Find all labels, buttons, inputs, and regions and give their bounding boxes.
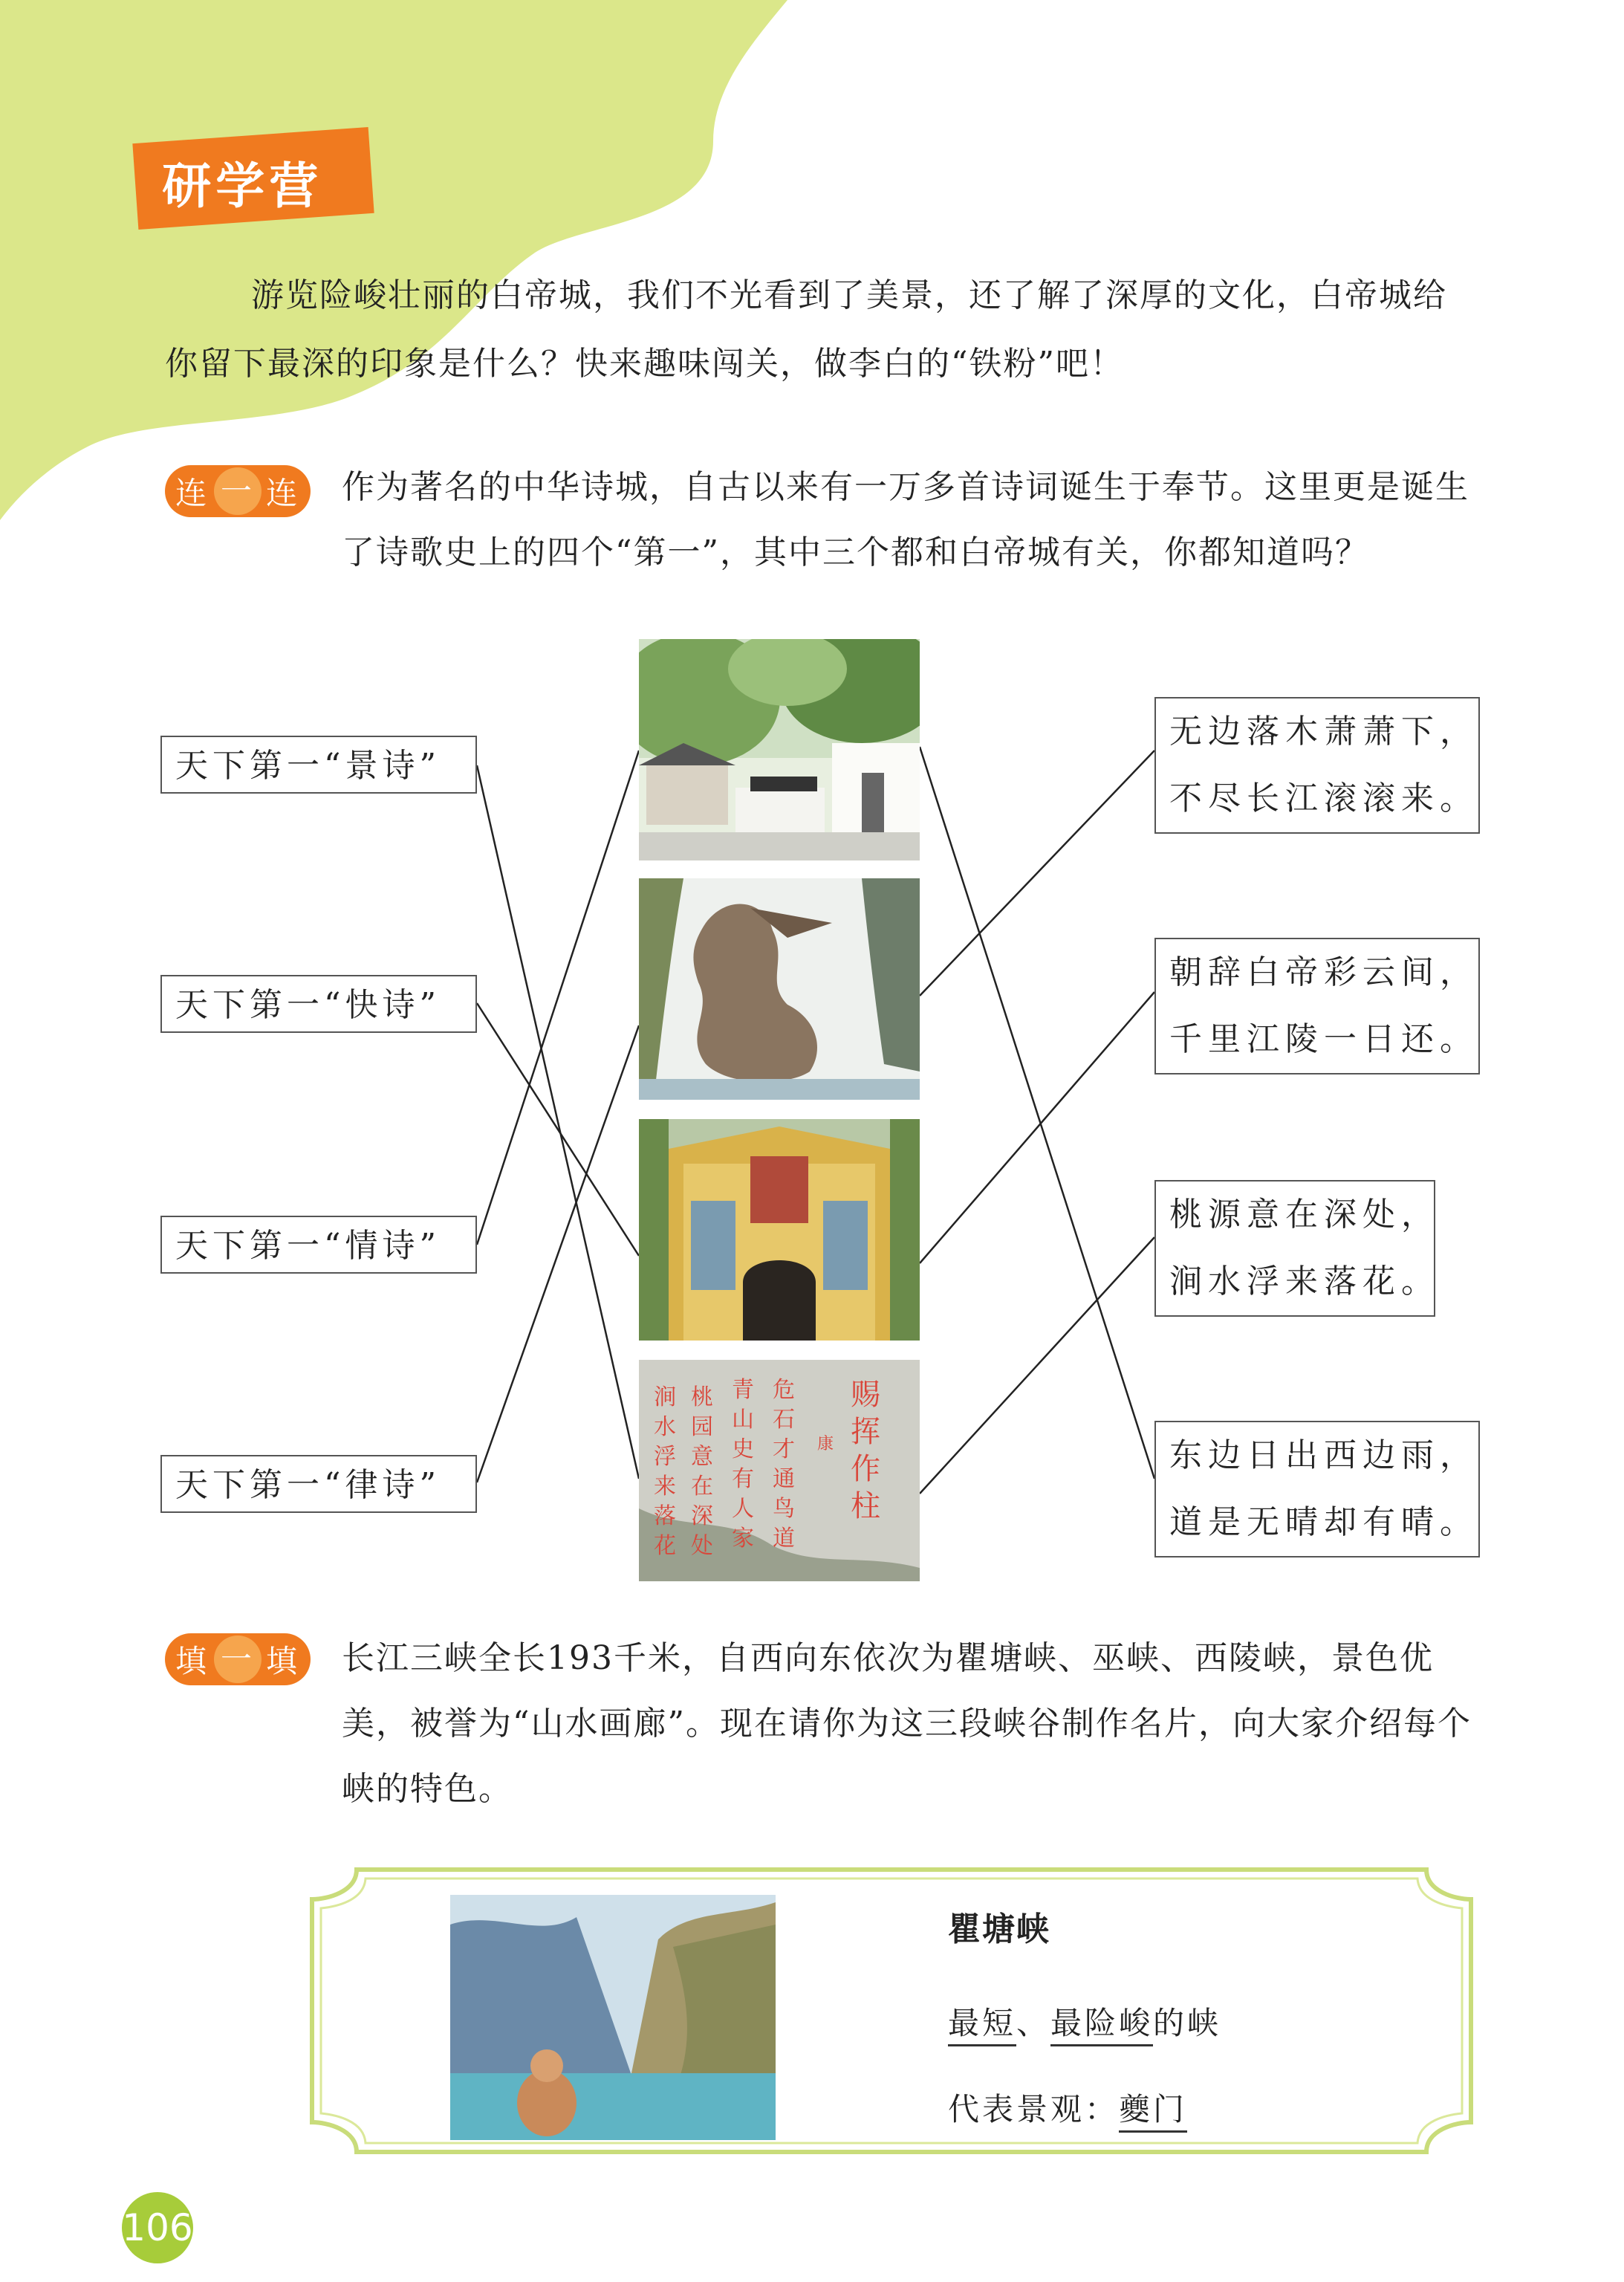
q2-pill-a: 填	[175, 1643, 210, 1679]
svg-text:石: 石	[773, 1407, 795, 1433]
svg-text:青: 青	[732, 1377, 754, 1403]
card-feature-answer-a[interactable]: 最短	[948, 2005, 1016, 2046]
label-scenery-poem[interactable]: 天下第一“景诗”	[160, 736, 477, 794]
svg-text:在: 在	[691, 1474, 713, 1500]
svg-text:通: 通	[773, 1466, 795, 1492]
poem-box-4[interactable]	[1154, 1421, 1480, 1557]
svg-text:家: 家	[732, 1526, 754, 1552]
page-number: 106	[122, 2192, 193, 2263]
label-love-poem[interactable]: 天下第一“情诗”	[160, 1216, 477, 1274]
label-regulated-poem[interactable]: 天下第一“律诗”	[160, 1455, 477, 1513]
poet-statue-photo[interactable]	[639, 878, 920, 1100]
card-landmark	[948, 2085, 1187, 2130]
card-feature-sep: 、	[1016, 2005, 1051, 2041]
poem-box-2[interactable]	[1154, 938, 1480, 1074]
svg-text:有: 有	[732, 1466, 754, 1492]
card-feature-answer-b[interactable]: 最险峻	[1050, 2005, 1153, 2046]
svg-text:深: 深	[691, 1503, 713, 1529]
q1-pill-c: 连	[266, 475, 301, 511]
poem-3-line-2: 涧水浮来落花。	[1169, 1262, 1440, 1300]
svg-text:人: 人	[732, 1496, 754, 1522]
section-tag-label: 研学营	[162, 158, 323, 215]
svg-text:赐: 赐	[851, 1378, 880, 1412]
poem-4-line-1: 东边日出西边雨，	[1169, 1436, 1478, 1474]
svg-text:意: 意	[691, 1444, 713, 1470]
q1-pill-a: 连	[175, 475, 210, 511]
intro-paragraph: 游览险峻壮丽的白帝城，我们不光看到了美景，还了解了深厚的文化，白帝城给你留下最深的印象是什么？快来趣味闯关，做李白的“铁粉”吧！	[165, 276, 1447, 383]
q1-pill-b: 一	[214, 467, 262, 515]
svg-text:柱: 柱	[851, 1489, 880, 1523]
svg-text:桃: 桃	[691, 1384, 713, 1410]
poem-2-line-2: 千里江陵一日还。	[1169, 1020, 1478, 1058]
svg-text:才: 才	[773, 1436, 795, 1462]
card-feature	[948, 1999, 1221, 2043]
stone-inscription-photo[interactable]	[639, 1360, 920, 1581]
card-landmark-answer[interactable]: 夔门	[1119, 2091, 1187, 2133]
poem-2-line-1: 朝辞白帝彩云间，	[1169, 953, 1478, 991]
svg-text:水: 水	[654, 1414, 676, 1440]
q2-pill	[165, 1633, 311, 1685]
svg-text:挥: 挥	[851, 1415, 880, 1449]
svg-text:山: 山	[732, 1407, 754, 1433]
poem-4-line-2: 道是无晴却有晴。	[1169, 1503, 1478, 1541]
poem-box-1[interactable]	[1154, 697, 1480, 834]
svg-text:道: 道	[773, 1526, 795, 1552]
q2-pill-b: 一	[214, 1636, 262, 1683]
qutang-gorge-photo[interactable]	[450, 1895, 776, 2140]
svg-text:史: 史	[732, 1436, 754, 1462]
svg-text:危: 危	[773, 1377, 795, 1403]
poem-1-line-1: 无边落木萧萧下，	[1169, 713, 1478, 751]
card-landmark-label: 代表景观：	[948, 2091, 1120, 2127]
svg-text:来: 来	[654, 1474, 676, 1500]
poem-box-3[interactable]	[1154, 1180, 1440, 1317]
svg-text:落: 落	[654, 1503, 676, 1529]
temple-gate-photo[interactable]	[639, 1119, 920, 1341]
svg-text:处: 处	[691, 1533, 713, 1559]
q2-pill-c: 填	[266, 1643, 301, 1679]
svg-text:鸟: 鸟	[773, 1496, 795, 1522]
svg-text:康: 康	[817, 1435, 834, 1453]
svg-text:浮: 浮	[654, 1444, 676, 1470]
card-feature-suffix: 的峡	[1153, 2005, 1222, 2041]
svg-text:园: 园	[691, 1414, 713, 1440]
q1-text: 作为著名的中华诗城，自古以来有一万多首诗词诞生于奉节。这里更是诞生了诗歌史上的四个“第一”，其中三个都和白帝城有关，你都知道吗？	[342, 468, 1469, 571]
pavilion-photo[interactable]	[639, 639, 920, 860]
poem-3-line-1: 桃源意在深处，	[1169, 1196, 1440, 1234]
svg-text:涧: 涧	[654, 1384, 676, 1410]
card-title: 瞿塘峡	[948, 1910, 1050, 1948]
poem-1-line-2: 不尽长江滚滚来。	[1169, 779, 1478, 817]
svg-text:花: 花	[654, 1533, 676, 1559]
label-fast-poem[interactable]: 天下第一“快诗”	[160, 975, 477, 1033]
q2-text: 长江三峡全长193千米，自西向东依次为瞿塘峡、巫峡、西陵峡，景色优美，被誉为“山水画廊”。现在请你为这三段峡谷制作名片，向大家介绍每个峡的特色。	[342, 1639, 1472, 1808]
svg-text:作: 作	[851, 1452, 880, 1486]
